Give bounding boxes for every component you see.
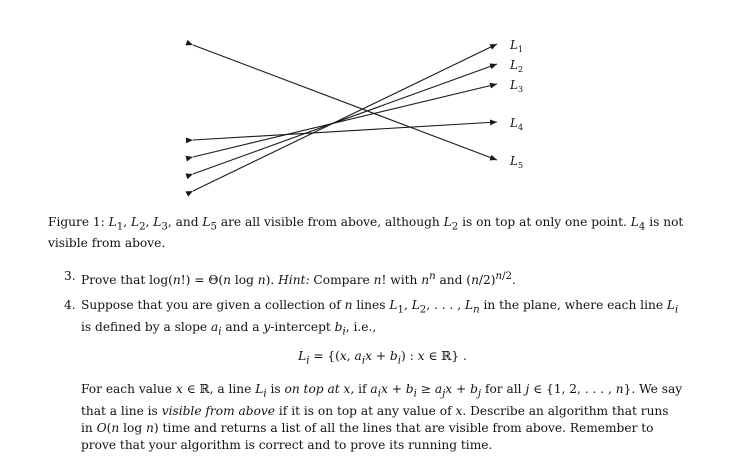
set-equation: $L_i = \{(x$, $a_ix + b_i$) : x ∈ ℝ} . <box>298 348 467 367</box>
problem-body: For each value x ∈ ℝ, a line $L_i$ is on top at x, if $a_ix + b_i \ge a_jx + b_j$ for all j ∈ {1, 2, . . . , n}. We say that a line is visible from above if it is on top at any value of x. Describe an algorithm that runs in O(n log n) time and returns a list of all the lines that are visible from above. Remember to prove that your algorithm is correct and to prove its running time. <box>81 382 683 452</box>
problem-number: 4. <box>64 298 76 313</box>
label-L3: $L_3$ <box>510 78 524 94</box>
problem-intro: Suppose that you are given a collection of n lines $L_1$, $L_2$, . . . , $L_n$ in the plane, where each line $L_i$ is defined by a slope $a_i$ and a y-intercept $b_i$, i.e., <box>81 298 679 337</box>
line-L2 <box>193 64 497 174</box>
line-L5 <box>193 45 497 160</box>
line-L4 <box>193 122 497 140</box>
label-L1: $L_1$ <box>510 38 524 54</box>
line-L1 <box>193 44 497 191</box>
figure-caption: Figure 1: $L_1$, $L_2$, $L_3$, and $L_5$ are all visible from above, although $L_2$ is on top at only one point. $L_4$ is not visible from above. <box>48 215 684 251</box>
problem-text: Prove that log(n!) = Θ(n log n). Hint: Compare n! with $n^n$ and $(n/2)^{n/2}$. <box>81 271 516 288</box>
caption-label: Figure 1: <box>48 215 105 229</box>
problem-number: 3. <box>64 269 76 283</box>
line-L3 <box>193 84 497 157</box>
lines-figure <box>0 0 749 200</box>
label-L2: $L_2$ <box>510 58 524 74</box>
problem-4 <box>64 297 684 454</box>
problem-list <box>64 268 684 462</box>
problem-3 <box>64 268 684 289</box>
label-L4: $L_4$ <box>510 116 524 132</box>
label-L5: $L_5$ <box>510 154 524 170</box>
